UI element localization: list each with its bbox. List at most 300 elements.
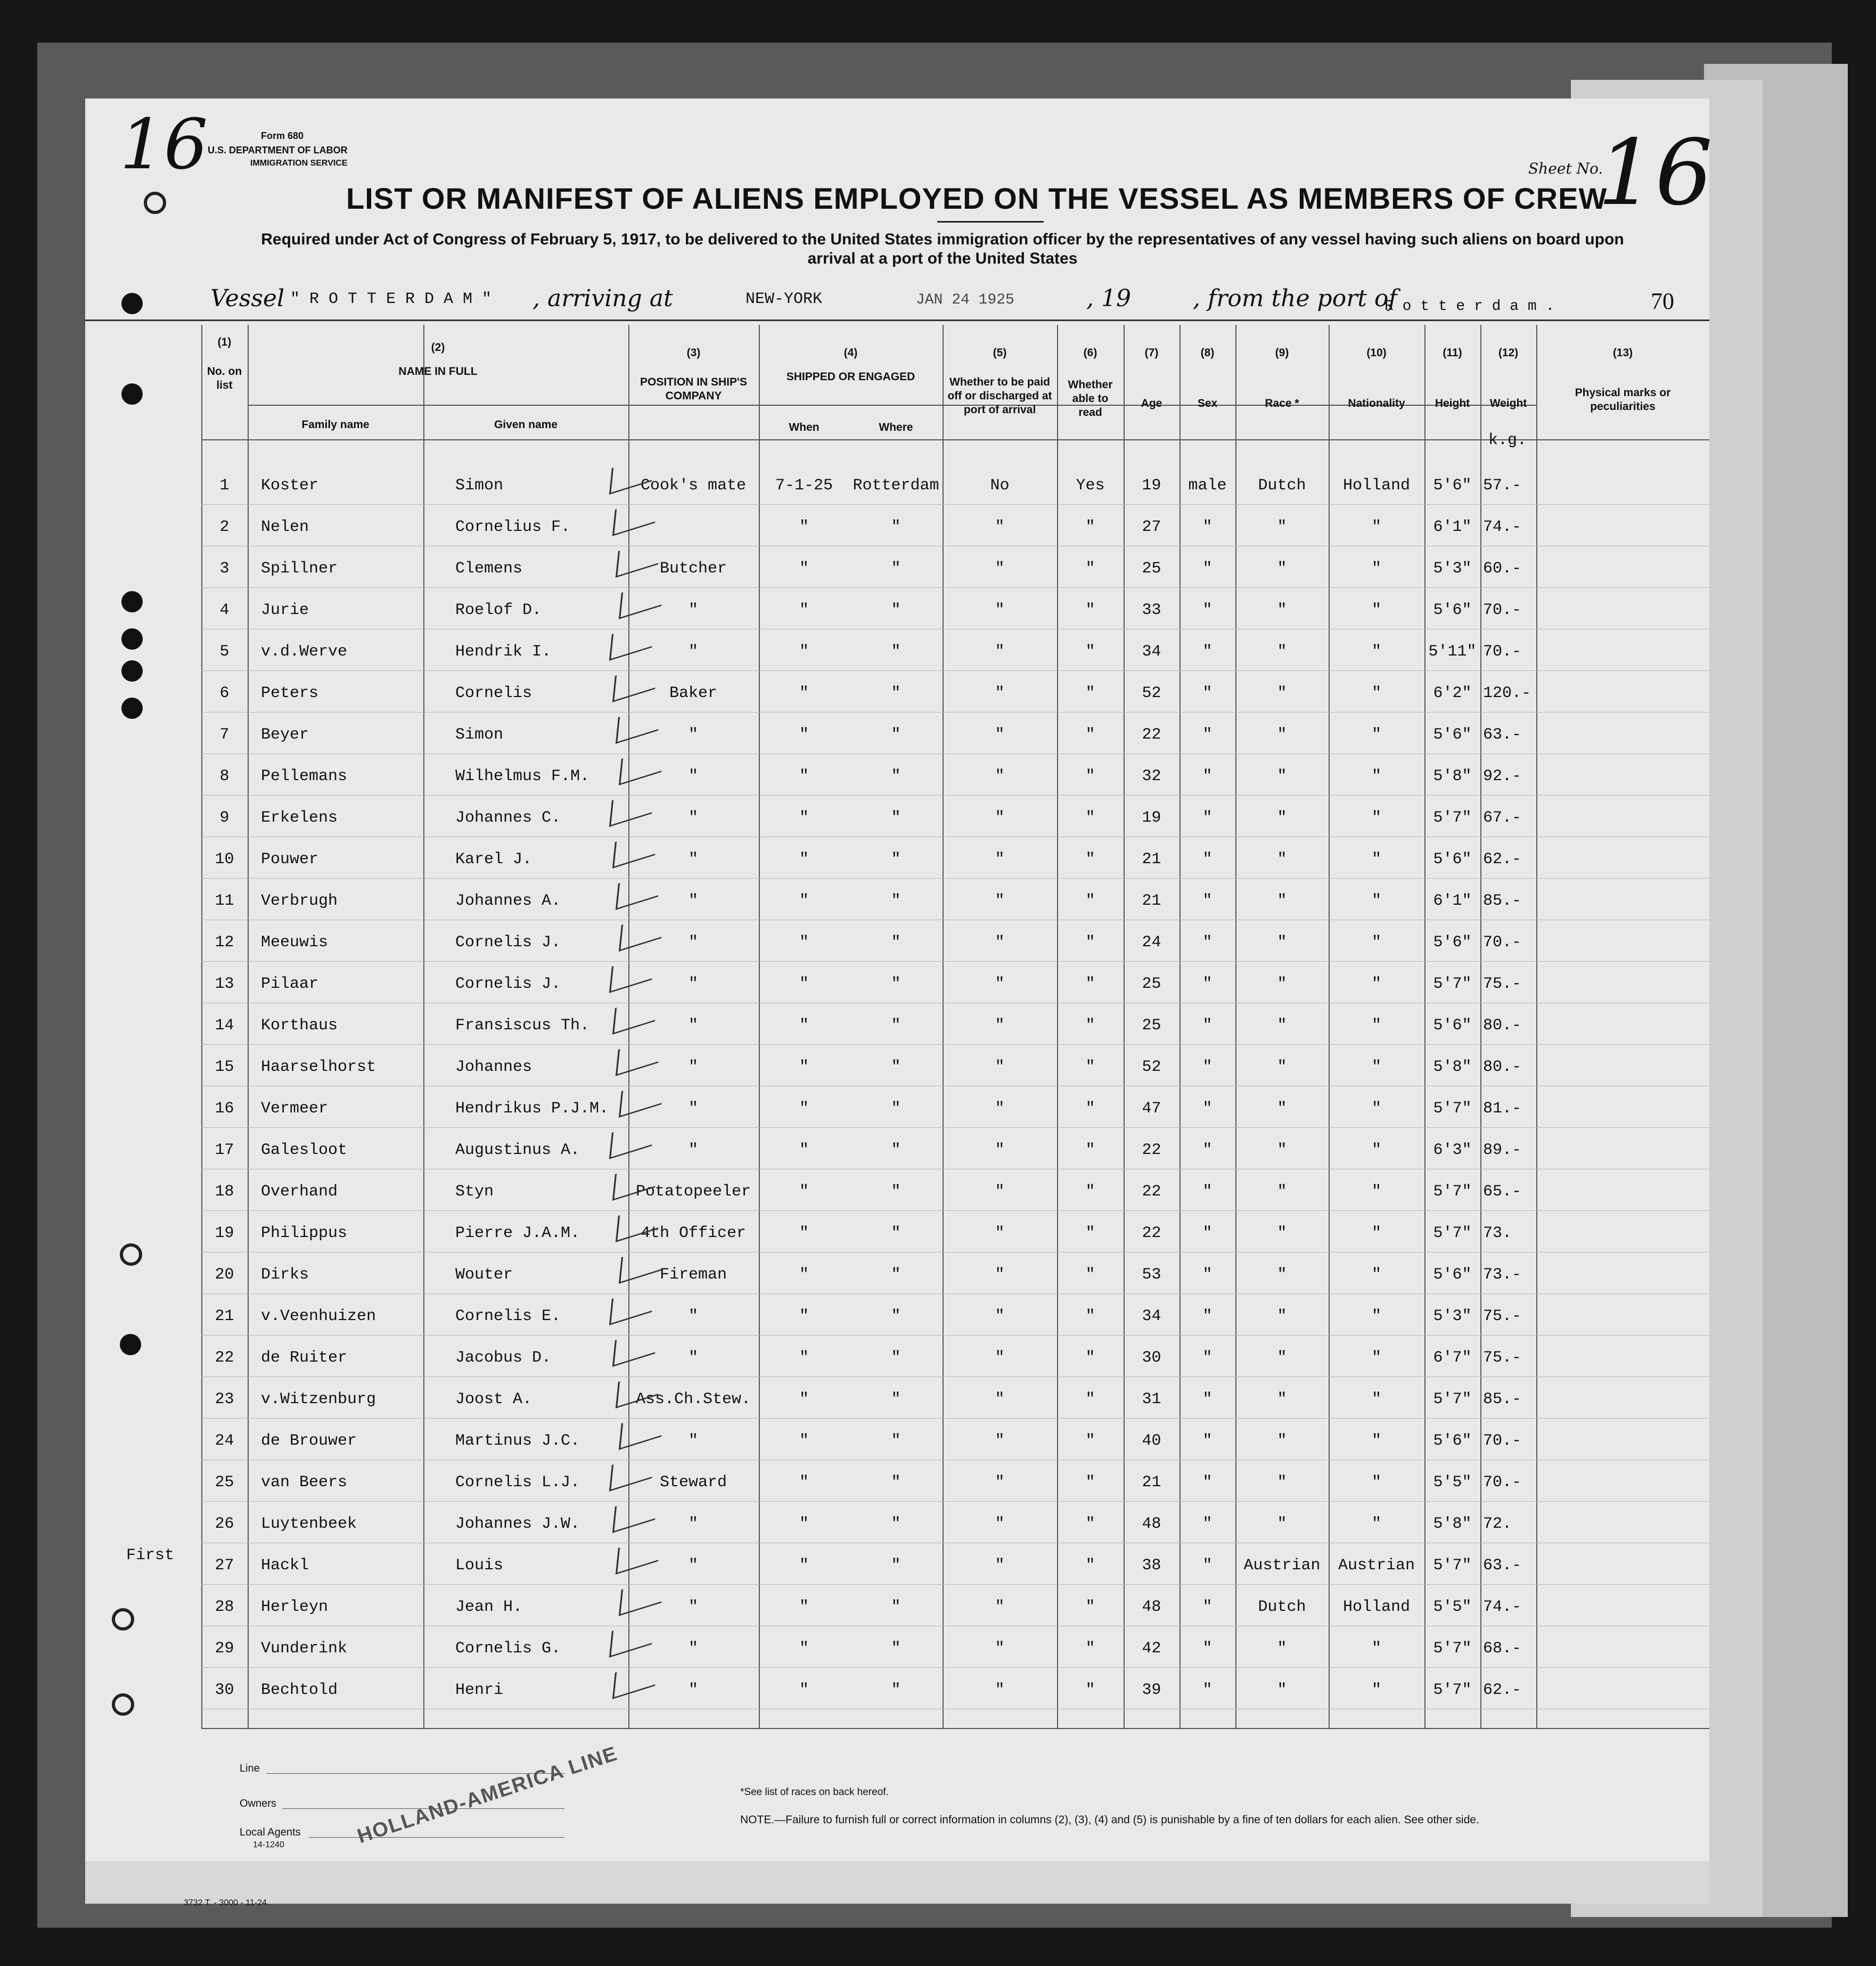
col-7-num: (7) bbox=[1144, 347, 1159, 359]
cell-given: Hendrik I. bbox=[455, 643, 552, 661]
cell-position: " bbox=[688, 726, 698, 744]
cell-when: " bbox=[799, 601, 809, 619]
cell-where: " bbox=[891, 518, 901, 536]
cell-paid-off: " bbox=[995, 1058, 1005, 1076]
cell-height: 5'6" bbox=[1433, 1017, 1472, 1035]
cell-weight: 74.- bbox=[1483, 1598, 1522, 1616]
cell-race: " bbox=[1277, 1640, 1287, 1658]
col-13-header: Physical marks or peculiarities bbox=[1575, 387, 1671, 413]
cell-family: Verbrugh bbox=[261, 892, 338, 910]
cell-family: Galesloot bbox=[261, 1141, 348, 1159]
cell-age: 25 bbox=[1142, 1017, 1161, 1035]
row-rule bbox=[201, 1210, 1709, 1211]
punch-hole bbox=[112, 1693, 134, 1716]
subtitle: Required under Act of Congress of February 5, 1917, to be delivered to the United States immigration officer by the representatives of any vessel having such aliens on board upon arrival at a port of the United States bbox=[261, 231, 1624, 267]
cell-age: 34 bbox=[1142, 643, 1161, 661]
cell-age: 48 bbox=[1142, 1598, 1161, 1616]
cell-age: 25 bbox=[1142, 975, 1161, 993]
cell-no: 7 bbox=[219, 726, 230, 744]
cell-paid-off: " bbox=[995, 767, 1005, 785]
cell-where: " bbox=[891, 1266, 901, 1284]
cell-race: " bbox=[1277, 1681, 1287, 1699]
cell-paid-off: " bbox=[995, 560, 1005, 578]
cell-height: 5'6" bbox=[1433, 933, 1472, 952]
footer-note-races: *See list of races on back hereof. bbox=[740, 1787, 889, 1798]
cell-nationality: " bbox=[1371, 1224, 1381, 1242]
cell-nationality: " bbox=[1371, 684, 1381, 702]
col-6-num: (6) bbox=[1083, 347, 1097, 359]
cell-height: 5'6" bbox=[1433, 601, 1472, 619]
cell-when: " bbox=[799, 1432, 809, 1450]
cell-position: Butcher bbox=[659, 560, 727, 578]
cell-position: " bbox=[688, 1307, 698, 1325]
row-rule bbox=[201, 587, 1709, 588]
cell-nationality: " bbox=[1371, 643, 1381, 661]
year-label: , 19 bbox=[1086, 285, 1131, 312]
cell-age: 47 bbox=[1142, 1100, 1161, 1118]
cell-when: " bbox=[799, 1224, 809, 1242]
cell-weight: 81.- bbox=[1483, 1100, 1522, 1118]
cell-read: " bbox=[1085, 1141, 1095, 1159]
cell-family: Nelen bbox=[261, 518, 309, 536]
cell-race: " bbox=[1277, 1349, 1287, 1367]
cell-height: 5'6" bbox=[1433, 477, 1472, 495]
cell-race: " bbox=[1277, 643, 1287, 661]
punch-hole bbox=[120, 1243, 142, 1266]
cell-position: " bbox=[688, 1141, 698, 1159]
row-rule bbox=[201, 1584, 1709, 1585]
cell-where: " bbox=[891, 684, 901, 702]
cell-family: de Brouwer bbox=[261, 1432, 357, 1450]
cell-given: Hendrikus P.J.M. bbox=[455, 1100, 609, 1118]
punch-hole bbox=[121, 660, 143, 682]
from-label: , from the port of bbox=[1193, 285, 1397, 312]
cell-when: " bbox=[799, 1515, 809, 1533]
cell-height: 5'6" bbox=[1433, 1266, 1472, 1284]
col-4a-header: When bbox=[789, 421, 820, 433]
row-rule bbox=[201, 1667, 1709, 1668]
cell-read: " bbox=[1085, 1432, 1095, 1450]
cell-no: 25 bbox=[215, 1473, 234, 1492]
cell-sex: " bbox=[1202, 1349, 1213, 1367]
cell-read: " bbox=[1085, 1390, 1095, 1408]
cell-race: " bbox=[1277, 892, 1287, 910]
cell-nationality: " bbox=[1371, 1307, 1381, 1325]
cell-nationality: Holland bbox=[1342, 477, 1411, 495]
col-4b-header: Where bbox=[879, 421, 913, 433]
cell-height: 5'5" bbox=[1433, 1598, 1472, 1616]
cell-sex: " bbox=[1202, 1473, 1213, 1492]
cell-given: Karel J. bbox=[455, 850, 533, 869]
cell-read: " bbox=[1085, 1515, 1095, 1533]
cell-position: Baker bbox=[669, 684, 717, 702]
cell-position: " bbox=[688, 1432, 698, 1450]
cell-paid-off: " bbox=[995, 1640, 1005, 1658]
handwritten-number: 16 bbox=[120, 104, 208, 185]
cell-read: " bbox=[1085, 1681, 1095, 1699]
cell-position: Steward bbox=[659, 1473, 727, 1492]
cell-position: " bbox=[688, 1640, 698, 1658]
cell-weight: 63.- bbox=[1483, 726, 1522, 744]
cell-given: Johannes bbox=[455, 1058, 533, 1076]
grid-line bbox=[1480, 325, 1481, 1728]
punch-hole bbox=[144, 192, 166, 214]
col-9-num: (9) bbox=[1275, 347, 1289, 359]
cell-no: 1 bbox=[219, 477, 230, 495]
col-4-num: (4) bbox=[843, 347, 858, 359]
page-number: 70 bbox=[1651, 288, 1674, 314]
cell-given: Wilhelmus F.M. bbox=[455, 767, 590, 785]
cell-when: " bbox=[799, 1640, 809, 1658]
cell-no: 30 bbox=[215, 1681, 234, 1699]
cell-read: " bbox=[1085, 975, 1095, 993]
cell-position: " bbox=[688, 1349, 698, 1367]
cell-where: " bbox=[891, 1515, 901, 1533]
col-1-header: No. on list bbox=[207, 365, 242, 391]
cell-position: Cook's mate bbox=[640, 477, 747, 495]
cell-when: " bbox=[799, 1598, 809, 1616]
cell-age: 30 bbox=[1142, 1349, 1161, 1367]
cell-read: " bbox=[1085, 892, 1095, 910]
cell-no: 5 bbox=[219, 643, 230, 661]
cell-weight: 74.- bbox=[1483, 518, 1522, 536]
cell-given: Johannes C. bbox=[455, 809, 561, 827]
cell-read: " bbox=[1085, 1224, 1095, 1242]
cell-where: " bbox=[891, 1557, 901, 1575]
cell-family: v.d.Werve bbox=[261, 643, 348, 661]
cell-weight: 63.- bbox=[1483, 1557, 1522, 1575]
cell-no: 23 bbox=[215, 1390, 234, 1408]
cell-read: " bbox=[1085, 601, 1095, 619]
cell-paid-off: " bbox=[995, 1349, 1005, 1367]
cell-read: " bbox=[1085, 809, 1095, 827]
cell-paid-off: No bbox=[990, 477, 1010, 495]
cell-weight: 85.- bbox=[1483, 1390, 1522, 1408]
cell-given: Cornelis J. bbox=[455, 975, 561, 993]
cell-family: Bechtold bbox=[261, 1681, 338, 1699]
cell-age: 52 bbox=[1142, 684, 1161, 702]
grid-line bbox=[201, 1728, 1709, 1729]
form-department: U.S. DEPARTMENT OF LABOR bbox=[208, 145, 348, 155]
cell-where: " bbox=[891, 892, 901, 910]
cell-height: 5'7" bbox=[1433, 1557, 1472, 1575]
cell-paid-off: " bbox=[995, 601, 1005, 619]
cell-when: " bbox=[799, 684, 809, 702]
cell-when: " bbox=[799, 1349, 809, 1367]
cell-where: " bbox=[891, 933, 901, 952]
cell-weight: 67.- bbox=[1483, 809, 1522, 827]
cell-read: " bbox=[1085, 1640, 1095, 1658]
cell-when: " bbox=[799, 1390, 809, 1408]
cell-given: Johannes A. bbox=[455, 892, 561, 910]
cell-paid-off: " bbox=[995, 1017, 1005, 1035]
cell-nationality: " bbox=[1371, 1183, 1381, 1201]
cell-sex: " bbox=[1202, 975, 1213, 993]
cell-nationality: " bbox=[1371, 1473, 1381, 1492]
cell-family: Luytenbeek bbox=[261, 1515, 357, 1533]
vessel-line-rule bbox=[85, 320, 1709, 321]
cell-no: 16 bbox=[215, 1100, 234, 1118]
cell-where: " bbox=[891, 850, 901, 869]
row-rule bbox=[201, 1418, 1709, 1419]
cell-paid-off: " bbox=[995, 933, 1005, 952]
cell-no: 28 bbox=[215, 1598, 234, 1616]
cell-paid-off: " bbox=[995, 726, 1005, 744]
cell-given: Louis bbox=[455, 1557, 504, 1575]
cell-family: Pouwer bbox=[261, 850, 319, 869]
cell-given: Augustinus A. bbox=[455, 1141, 580, 1159]
cell-age: 34 bbox=[1142, 1307, 1161, 1325]
cell-paid-off: " bbox=[995, 975, 1005, 993]
cell-paid-off: " bbox=[995, 1681, 1005, 1699]
col-13-num: (13) bbox=[1612, 347, 1633, 359]
cell-family: de Ruiter bbox=[261, 1349, 348, 1367]
grid-line bbox=[201, 439, 1709, 440]
cell-where: " bbox=[891, 1349, 901, 1367]
cell-no: 18 bbox=[215, 1183, 234, 1201]
row-rule bbox=[201, 1044, 1709, 1045]
col-2b-header: Given name bbox=[494, 419, 558, 431]
cell-height: 5'7" bbox=[1433, 1100, 1472, 1118]
cell-no: 11 bbox=[215, 892, 234, 910]
cell-weight: 62.- bbox=[1483, 1681, 1522, 1699]
cell-no: 20 bbox=[215, 1266, 234, 1284]
cell-no: 3 bbox=[219, 560, 230, 578]
agents-rule bbox=[309, 1837, 564, 1838]
cell-nationality: " bbox=[1371, 933, 1381, 952]
cell-where: " bbox=[891, 1390, 901, 1408]
cell-position: " bbox=[688, 1058, 698, 1076]
cell-sex: " bbox=[1202, 1640, 1213, 1658]
punch-hole bbox=[112, 1608, 134, 1631]
cell-given: Johannes J.W. bbox=[455, 1515, 580, 1533]
cell-where: " bbox=[891, 1017, 901, 1035]
cell-where: " bbox=[891, 1681, 901, 1699]
cell-where: " bbox=[891, 1100, 901, 1118]
cell-where: " bbox=[891, 726, 901, 744]
cell-no: 15 bbox=[215, 1058, 234, 1076]
cell-given: Cornelis E. bbox=[455, 1307, 561, 1325]
row-rule bbox=[201, 1127, 1709, 1128]
owners-label: Owners bbox=[240, 1798, 276, 1809]
cell-read: " bbox=[1085, 767, 1095, 785]
cell-where: " bbox=[891, 975, 901, 993]
cell-nationality: " bbox=[1371, 1681, 1381, 1699]
cell-position: " bbox=[688, 1017, 698, 1035]
row-rule bbox=[201, 1335, 1709, 1336]
cell-when: " bbox=[799, 1017, 809, 1035]
col-8-header: Sex bbox=[1197, 397, 1218, 409]
cell-position: " bbox=[688, 850, 698, 869]
cell-height: 5'8" bbox=[1433, 767, 1472, 785]
cell-paid-off: " bbox=[995, 1390, 1005, 1408]
arriving-label: , arriving at bbox=[533, 285, 673, 312]
cell-age: 33 bbox=[1142, 601, 1161, 619]
cell-when: 7-1-25 bbox=[775, 477, 833, 495]
cell-family: Koster bbox=[261, 477, 319, 495]
cell-paid-off: " bbox=[995, 684, 1005, 702]
cell-age: 22 bbox=[1142, 1224, 1161, 1242]
cell-nationality: " bbox=[1371, 975, 1381, 993]
punch-hole bbox=[121, 698, 143, 719]
cell-height: 5'3" bbox=[1433, 560, 1472, 578]
cell-age: 39 bbox=[1142, 1681, 1161, 1699]
row-rule bbox=[201, 878, 1709, 879]
cell-when: " bbox=[799, 726, 809, 744]
punch-hole bbox=[120, 1334, 141, 1355]
cell-paid-off: " bbox=[995, 1100, 1005, 1118]
cell-given: Jacobus D. bbox=[455, 1349, 552, 1367]
cell-sex: " bbox=[1202, 1183, 1213, 1201]
cell-age: 22 bbox=[1142, 726, 1161, 744]
col-6-header: Whether able to read bbox=[1068, 379, 1113, 419]
cell-nationality: " bbox=[1371, 892, 1381, 910]
cell-weight: 68.- bbox=[1483, 1640, 1522, 1658]
col-5-num: (5) bbox=[993, 347, 1007, 359]
cell-age: 52 bbox=[1142, 1058, 1161, 1076]
sheet-label: Sheet No. bbox=[1528, 160, 1603, 177]
cell-weight: 85.- bbox=[1483, 892, 1522, 910]
cell-race: " bbox=[1277, 518, 1287, 536]
cell-no: 26 bbox=[215, 1515, 234, 1533]
cell-family: Vunderink bbox=[261, 1640, 348, 1658]
punch-hole bbox=[121, 293, 143, 314]
cell-family: Haarselhorst bbox=[261, 1058, 376, 1076]
cell-paid-off: " bbox=[995, 892, 1005, 910]
grid-line bbox=[1536, 325, 1537, 1728]
cell-family: Hackl bbox=[261, 1557, 309, 1575]
row-rule bbox=[201, 504, 1709, 505]
cell-sex: " bbox=[1202, 643, 1213, 661]
cell-given: Jean H. bbox=[455, 1598, 523, 1616]
cell-age: 40 bbox=[1142, 1432, 1161, 1450]
cell-weight: 80.- bbox=[1483, 1058, 1522, 1076]
cell-age: 32 bbox=[1142, 767, 1161, 785]
cell-when: " bbox=[799, 975, 809, 993]
cell-read: " bbox=[1085, 1598, 1095, 1616]
cell-paid-off: " bbox=[995, 1183, 1005, 1201]
col-11-num: (11) bbox=[1443, 347, 1462, 359]
cell-no: 13 bbox=[215, 975, 234, 993]
cell-weight: 65.- bbox=[1483, 1183, 1522, 1201]
cell-when: " bbox=[799, 850, 809, 869]
cell-height: 5'11" bbox=[1428, 643, 1477, 661]
date-stamp: JAN 24 1925 bbox=[916, 292, 1014, 308]
cell-given: Cornelis bbox=[455, 684, 533, 702]
row-rule bbox=[201, 1501, 1709, 1502]
cell-no: 2 bbox=[219, 518, 230, 536]
cell-when: " bbox=[799, 1266, 809, 1284]
cell-nationality: " bbox=[1371, 1390, 1381, 1408]
cell-sex: " bbox=[1202, 1058, 1213, 1076]
cell-where: " bbox=[891, 1058, 901, 1076]
holland-america-stamp: HOLLAND-AMERICA LINE bbox=[354, 1742, 621, 1848]
cell-sex: " bbox=[1202, 1017, 1213, 1035]
cell-family: Spillner bbox=[261, 560, 338, 578]
cell-race: " bbox=[1277, 1432, 1287, 1450]
page-title: LIST OR MANIFEST OF ALIENS EMPLOYED ON THE VESSEL AS MEMBERS OF CREW bbox=[346, 182, 1608, 215]
col-12-header: Weight bbox=[1489, 397, 1527, 409]
footer-note-fine: NOTE.—Failure to furnish full or correct information in columns (2), (3), (4) and (5) is punishable by a fine of ten dollars for each alien. See other side. bbox=[740, 1814, 1479, 1826]
cell-weight: 70.- bbox=[1483, 643, 1522, 661]
cell-no: 24 bbox=[215, 1432, 234, 1450]
cell-age: 19 bbox=[1142, 809, 1161, 827]
cell-when: " bbox=[799, 809, 809, 827]
cell-height: 5'7" bbox=[1433, 809, 1472, 827]
cell-age: 21 bbox=[1142, 1473, 1161, 1492]
cell-position: " bbox=[688, 892, 698, 910]
cell-sex: " bbox=[1202, 518, 1213, 536]
cell-nationality: " bbox=[1371, 1058, 1381, 1076]
cell-height: 6'1" bbox=[1433, 892, 1472, 910]
cell-sex: " bbox=[1202, 767, 1213, 785]
cell-paid-off: " bbox=[995, 1557, 1005, 1575]
cell-when: " bbox=[799, 1681, 809, 1699]
cell-when: " bbox=[799, 1557, 809, 1575]
cell-race: " bbox=[1277, 1183, 1287, 1201]
cell-position: " bbox=[688, 933, 698, 952]
cell-weight: 89.- bbox=[1483, 1141, 1522, 1159]
cell-read: " bbox=[1085, 684, 1095, 702]
cell-paid-off: " bbox=[995, 1598, 1005, 1616]
cell-race: " bbox=[1277, 1058, 1287, 1076]
cell-race: " bbox=[1277, 1017, 1287, 1035]
cell-no: 8 bbox=[219, 767, 230, 785]
cell-family: Dirks bbox=[261, 1266, 309, 1284]
cell-nationality: Holland bbox=[1342, 1598, 1411, 1616]
grid-line bbox=[248, 325, 249, 1728]
col-10-header: Nationality bbox=[1348, 397, 1405, 409]
cell-weight: 73.- bbox=[1483, 1266, 1522, 1284]
cell-where: " bbox=[891, 809, 901, 827]
cell-given: Joost A. bbox=[455, 1390, 533, 1408]
cell-sex: " bbox=[1202, 1598, 1213, 1616]
cell-read: " bbox=[1085, 560, 1095, 578]
cell-height: 5'7" bbox=[1433, 975, 1472, 993]
cell-nationality: Austrian bbox=[1338, 1557, 1415, 1575]
cell-when: " bbox=[799, 560, 809, 578]
cell-nationality: " bbox=[1371, 518, 1381, 536]
cell-when: " bbox=[799, 1100, 809, 1118]
cell-height: 5'5" bbox=[1433, 1473, 1472, 1492]
cell-family: v.Veenhuizen bbox=[261, 1307, 376, 1325]
cell-height: 5'3" bbox=[1433, 1307, 1472, 1325]
cell-when: " bbox=[799, 1307, 809, 1325]
col-1-num: (1) bbox=[217, 336, 232, 348]
cell-age: 24 bbox=[1142, 933, 1161, 952]
cell-age: 42 bbox=[1142, 1640, 1161, 1658]
cell-paid-off: " bbox=[995, 1141, 1005, 1159]
cell-nationality: " bbox=[1371, 767, 1381, 785]
cell-sex: male bbox=[1188, 477, 1227, 495]
cell-nationality: " bbox=[1371, 809, 1381, 827]
cell-nationality: " bbox=[1371, 1266, 1381, 1284]
cell-weight: 75.- bbox=[1483, 1307, 1522, 1325]
cell-race: " bbox=[1277, 1390, 1287, 1408]
agents-code: 14-1240 bbox=[253, 1840, 284, 1849]
print-code: 3732 T. - 3000 - 11-24. bbox=[184, 1898, 269, 1907]
cell-read: " bbox=[1085, 1017, 1095, 1035]
cell-nationality: " bbox=[1371, 1017, 1381, 1035]
cell-no: 27 bbox=[215, 1557, 234, 1575]
cell-given: Cornelis L.J. bbox=[455, 1473, 580, 1492]
cell-read: " bbox=[1085, 1183, 1095, 1201]
cell-height: 5'6" bbox=[1433, 1432, 1472, 1450]
cell-height: 6'7" bbox=[1433, 1349, 1472, 1367]
cell-read: Yes bbox=[1076, 477, 1105, 495]
cell-position: " bbox=[688, 767, 698, 785]
from-port: R o t t e r d a m . bbox=[1385, 298, 1555, 315]
